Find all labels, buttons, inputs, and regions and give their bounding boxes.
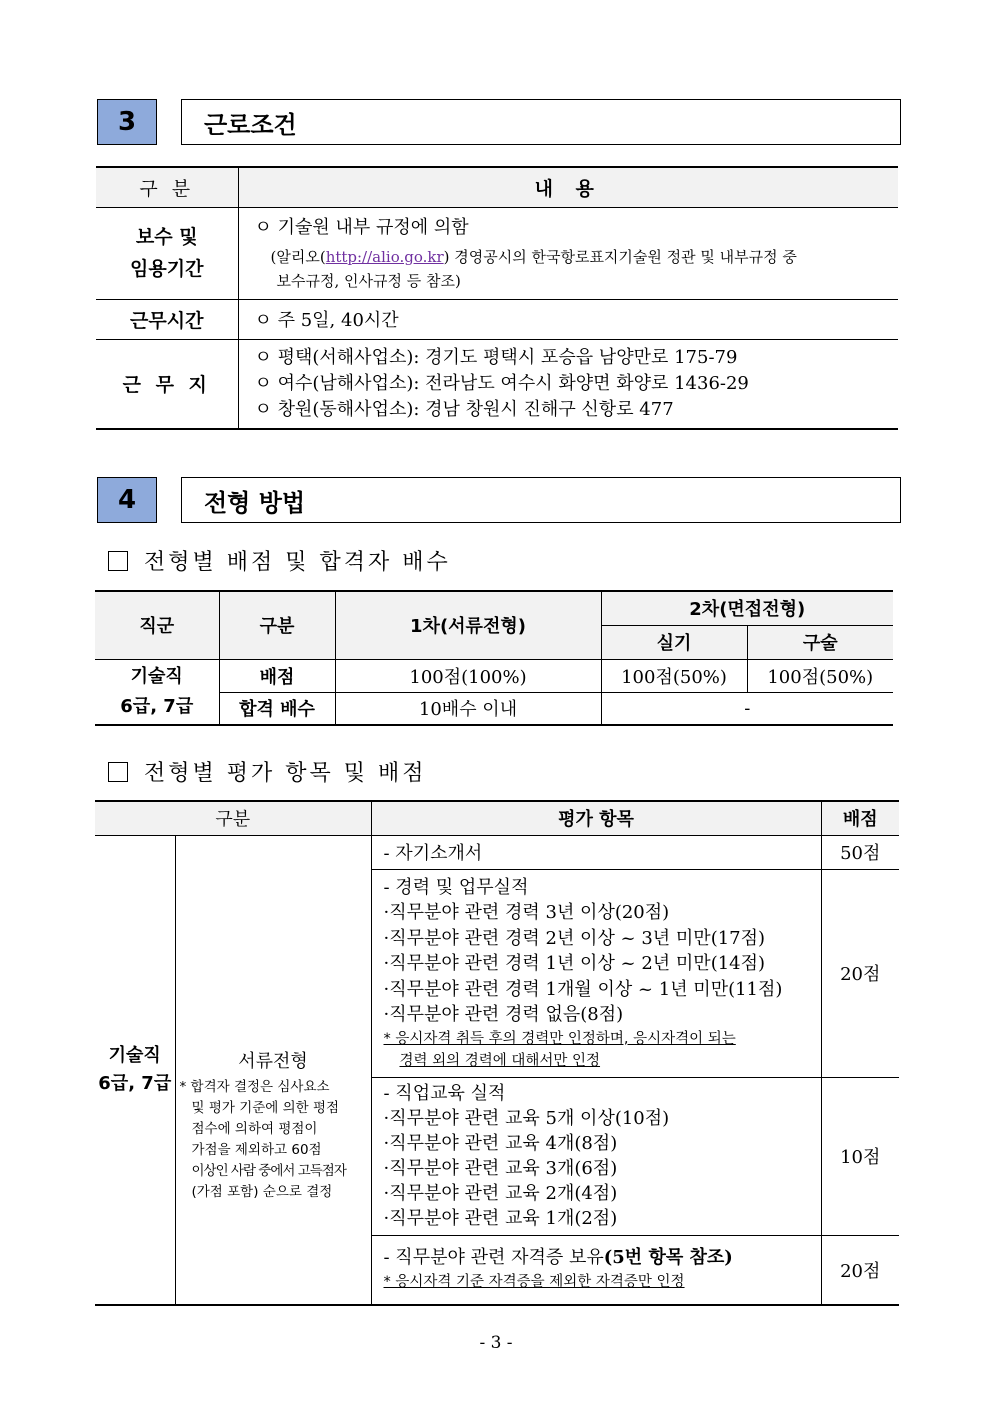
row-content-pay bbox=[238, 207, 898, 299]
row-label-ratio: 합격 배수 bbox=[219, 692, 335, 725]
header-items: 평가 항목 bbox=[371, 801, 821, 835]
header-oral: 구술 bbox=[747, 625, 893, 659]
subheading-score-ratio: 전형별 배점 및 합격자 배수 bbox=[108, 545, 451, 576]
location-pyeongtaek: ㅇ 평택(서해사업소): 경기도 평택시 포승읍 남양만로 175-79 bbox=[254, 346, 738, 368]
score-certificate: 20점 bbox=[821, 1235, 899, 1305]
score-career: 20점 bbox=[821, 869, 899, 1077]
job-cell: 기술직 6급, 7급 bbox=[95, 659, 219, 725]
header-second-stage: 2차(면접전형) bbox=[601, 591, 893, 625]
alio-link[interactable]: http://alio.go.kr bbox=[325, 248, 444, 266]
location-changwon: ㅇ 창원(동해사업소): 경남 창원시 진해구 신항로 477 bbox=[254, 398, 674, 420]
section-title: 전형 방법 bbox=[181, 477, 901, 523]
item-career: - 경력 및 업무실적 ·직무분야 관련 경력 3년 이상(20점) ·직무분야 관련 경력 2년 이상 ~ 3년 미만(17점) ·직무분야 관련 경력 1년 이상 ~ 2년 미만(14점) ·직무분야 관련 경력 1개월 이상 ~ 1년 미만(11점) ·직무분야 관련 경력 없음(8점) * 응시자격 취득 후의 경력만 인정하며, 응시자격이 되는 경력 외의 경력에 대해서만 인정 bbox=[371, 869, 821, 1077]
practical-score: 100점(50%) bbox=[601, 659, 747, 692]
subheading-evaluation-items: 전형별 평가 항목 및 배점 bbox=[108, 756, 427, 787]
oral-score: 100점(50%) bbox=[747, 659, 893, 692]
row-content-hours: ㅇ 주 5일, 40시간 bbox=[238, 299, 898, 339]
header-first-stage: 1차(서류전형) bbox=[335, 591, 601, 659]
score-ratio-table bbox=[95, 590, 893, 726]
row-label-hours: 근무시간 bbox=[96, 299, 238, 339]
section-title: 근로조건 bbox=[181, 99, 901, 145]
stage-note: * 합격자 결정은 심사요소 및 평가 기준에 의한 평점 점수에 의하여 평점이 가점을 제외하고 60점 이상인 사람 중에서 고득점자 (가점 포함) 순으로 결정 bbox=[179, 1078, 346, 1200]
section-number: 4 bbox=[97, 477, 157, 523]
score-self-intro: 50점 bbox=[821, 835, 899, 869]
checkbox-square-icon bbox=[108, 762, 128, 782]
first-stage-score: 100점(100%) bbox=[335, 659, 601, 692]
row-label-score: 배점 bbox=[219, 659, 335, 692]
row-label-pay: 보수 및 임용기간 bbox=[96, 207, 238, 299]
stage-cell bbox=[175, 835, 371, 1305]
header-job: 직군 bbox=[95, 591, 219, 659]
pay-rule-note: (알리오(http://alio.go.kr) 경영공시의 한국항로표지기술원 정관 및 내부규정 중 보수규정, 인사규정 등 참조) bbox=[270, 248, 797, 290]
section-number: 3 bbox=[97, 99, 157, 145]
header-score: 배점 bbox=[821, 801, 899, 835]
checkbox-square-icon bbox=[108, 551, 128, 571]
second-stage-ratio: - bbox=[601, 692, 893, 725]
score-education: 10점 bbox=[821, 1077, 899, 1235]
item-self-intro: - 자기소개서 bbox=[371, 835, 821, 869]
evaluation-items-table bbox=[95, 800, 899, 1306]
header-practical: 실기 bbox=[601, 625, 747, 659]
header-category: 구 분 bbox=[96, 167, 238, 207]
pay-rule-text: ㅇ 기술원 내부 규정에 의함 bbox=[254, 217, 469, 238]
first-stage-ratio: 10배수 이내 bbox=[335, 692, 601, 725]
stage-name: 서류전형 bbox=[238, 1050, 308, 1072]
row-content-location bbox=[238, 339, 898, 429]
header-type: 구분 bbox=[95, 801, 371, 835]
header-content: 내 용 bbox=[238, 167, 898, 207]
row-label-location: 근 무 지 bbox=[96, 339, 238, 429]
item-education: - 직업교육 실적 ·직무분야 관련 교육 5개 이상(10점) ·직무분야 관련 교육 4개(8점) ·직무분야 관련 교육 3개(6점) ·직무분야 관련 교육 2개(4점) ·직무분야 관련 교육 1개(2점) bbox=[371, 1077, 821, 1235]
working-conditions-table bbox=[96, 166, 898, 430]
header-type: 구분 bbox=[219, 591, 335, 659]
page-number: - 3 - bbox=[479, 1333, 513, 1353]
item-certificate: - 직무분야 관련 자격증 보유(5번 항목 참조) * 응시자격 기준 자격증을 제외한 자격증만 인정 bbox=[371, 1235, 821, 1305]
job-cell: 기술직 6급, 7급 bbox=[95, 835, 175, 1305]
location-yeosu: ㅇ 여수(남해사업소): 전라남도 여수시 화양면 화양로 1436-29 bbox=[254, 372, 749, 394]
